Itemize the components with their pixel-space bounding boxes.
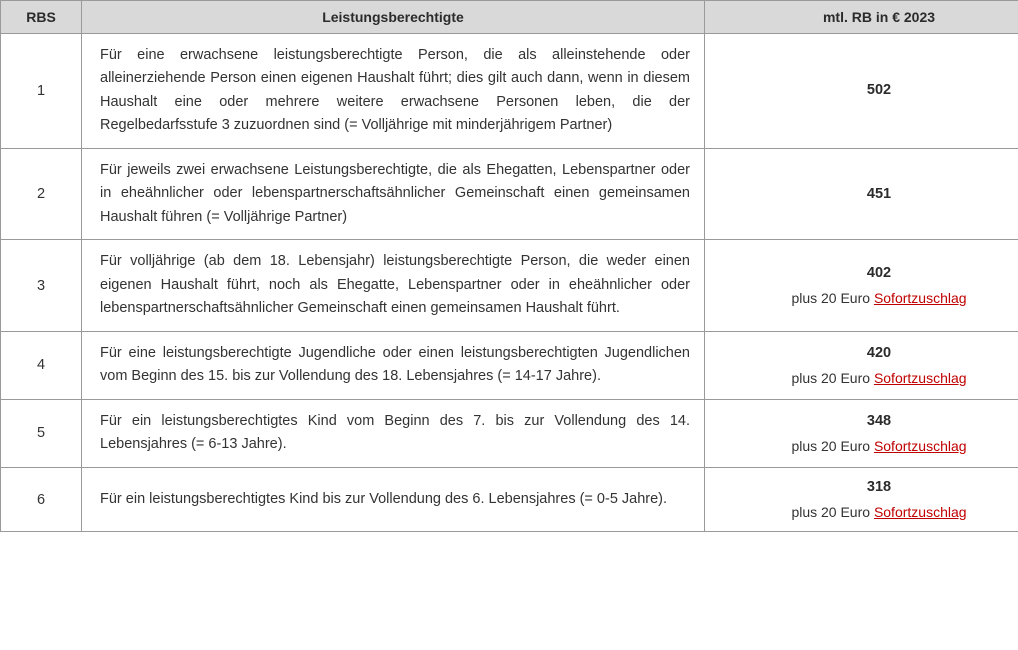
- cell-amount: [705, 331, 1018, 399]
- amount-value: 420: [866, 344, 892, 361]
- cell-description: Für ein leistungsberechtigtes Kind bis zur Vollendung des 6. Lebensjahres (= 0-5 Jahre).: [82, 467, 705, 532]
- cell-amount: [705, 399, 1018, 467]
- cell-description: Für eine erwachsene leistungsberechtigte Person, die als alleinstehende oder alleinerziehende Person einen eigenen Haushalt führt; dies gilt auch dann, wenn in diesem Haushalt eine oder mehrere weitere erwachsene Personen leben, die der Regelbedarfsstufe 3 zuzuordnen sind (= Volljährige mit minderjährigem Partner): [82, 34, 705, 149]
- cell-rbs: 1: [1, 34, 82, 149]
- cell-amount: [705, 467, 1018, 532]
- cell-description: Für volljährige (ab dem 18. Lebensjahr) leistungsberechtigte Person, die weder einen eigenen Haushalt führt, noch als Ehegatte, Lebenspartner oder in eheähnlicher oder lebenspartnerschaftsähnlicher Gemeinschaft einen gemeinsamen Haushalt führt.: [82, 240, 705, 331]
- table-row: [1, 240, 1018, 331]
- cell-amount: [705, 148, 1018, 239]
- table-row: [1, 148, 1018, 239]
- amount-value: 402: [866, 264, 892, 281]
- table-row: [1, 331, 1018, 399]
- sofortzuschlag-link[interactable]: Sofortzuschlag: [873, 369, 967, 386]
- sofortzuschlag-link[interactable]: Sofortzuschlag: [873, 503, 967, 520]
- table-row: [1, 399, 1018, 467]
- cell-description: Für eine leistungsberechtigte Jugendliche oder einen leistungsberechtigten Jugendlichen vom Beginn des 15. bis zur Vollendung des 18. Lebensjahres (= 14-17 Jahre).: [82, 331, 705, 399]
- amount-supplement-prefix: plus 20 Euro: [791, 437, 874, 454]
- column-header-rbs: RBS: [1, 1, 82, 34]
- sofortzuschlag-link[interactable]: Sofortzuschlag: [873, 290, 967, 307]
- table-header-row: [1, 1, 1018, 34]
- cell-rbs: 4: [1, 331, 82, 399]
- amount-supplement-prefix: plus 20 Euro: [791, 290, 874, 307]
- amount-supplement: [711, 287, 1018, 309]
- cell-rbs: 2: [1, 148, 82, 239]
- amount-supplement-prefix: plus 20 Euro: [791, 503, 874, 520]
- table-header: [1, 1, 1018, 34]
- cell-description: Für jeweils zwei erwachsene Leistungsberechtigte, die als Ehegatten, Lebenspartner oder in eheähnlicher oder lebenspartnerschaftsähnlicher Gemeinschaft einen gemeinsamen Haushalt führen (= Volljährige Partner): [82, 148, 705, 239]
- amount-supplement-prefix: plus 20 Euro: [791, 369, 874, 386]
- cell-rbs: 3: [1, 240, 82, 331]
- cell-amount: [705, 34, 1018, 149]
- table-row: [1, 34, 1018, 149]
- column-header-amount: mtl. RB in € 2023: [705, 1, 1018, 34]
- amount-value: 318: [866, 478, 892, 495]
- amount-supplement: [711, 435, 1018, 457]
- column-header-leistungsberechtigte: Leistungsberechtigte: [82, 1, 705, 34]
- cell-rbs: 5: [1, 399, 82, 467]
- sofortzuschlag-link[interactable]: Sofortzuschlag: [873, 437, 967, 454]
- amount-value: 502: [866, 82, 892, 99]
- amount-supplement: [711, 367, 1018, 389]
- cell-description: Für ein leistungsberechtigtes Kind vom Beginn des 7. bis zur Vollendung des 14. Lebensjahres (= 6-13 Jahre).: [82, 399, 705, 467]
- amount-value: 348: [866, 412, 892, 429]
- amount-supplement: [711, 501, 1018, 523]
- table-body: [1, 34, 1018, 532]
- cell-rbs: 6: [1, 467, 82, 532]
- table-row: [1, 467, 1018, 532]
- cell-amount: [705, 240, 1018, 331]
- amount-value: 451: [866, 185, 892, 202]
